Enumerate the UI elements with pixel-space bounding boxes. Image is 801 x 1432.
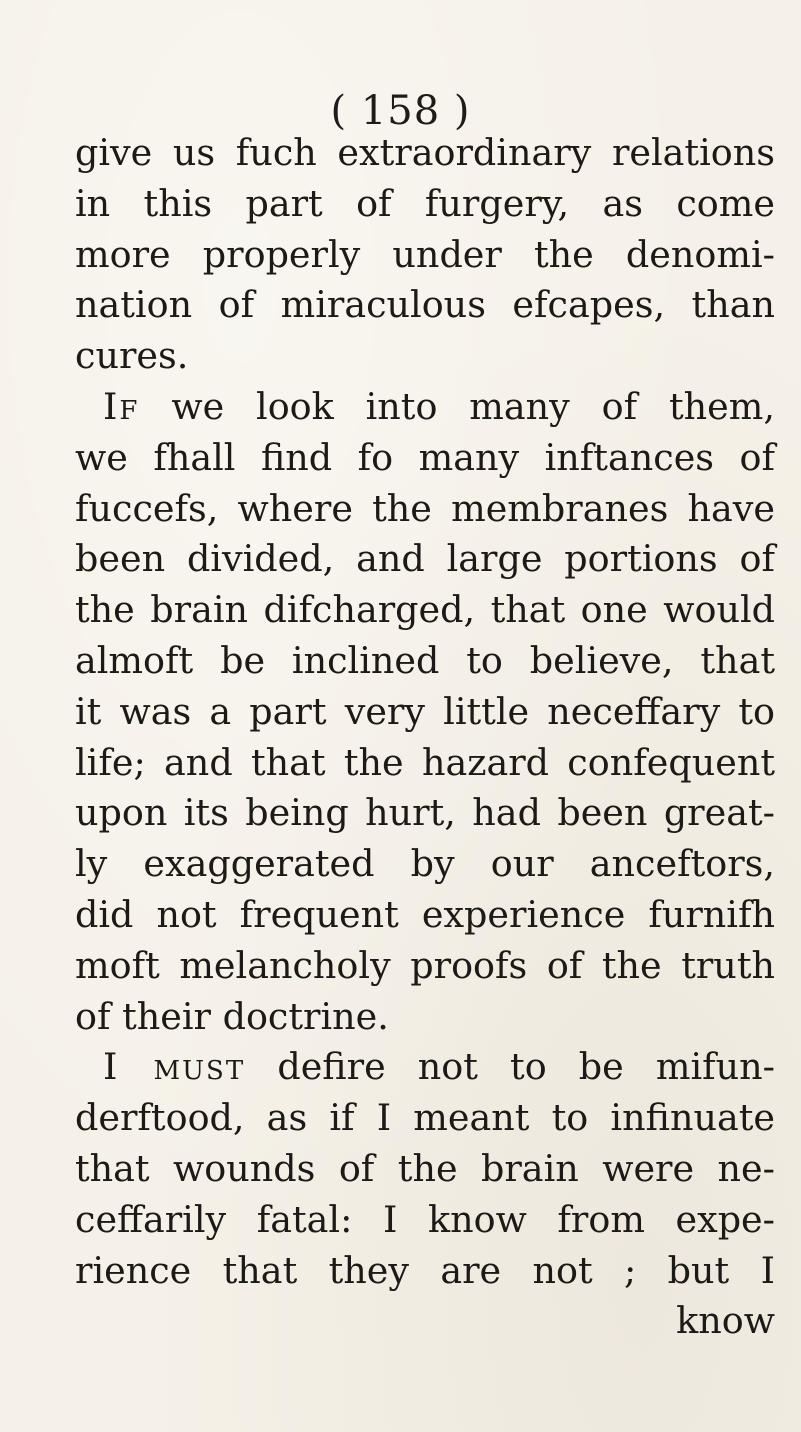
text-line: ceffarily fatal: I know from expe- [75, 1197, 775, 1241]
text-line: almoft be inclined to believe, that [75, 638, 775, 682]
lead-word: If [103, 384, 140, 428]
text-line: upon its being hurt, had been great- [75, 791, 775, 835]
text-line-paragraph-start [75, 1042, 775, 1093]
text-line-rest: we look into many of them, [171, 384, 775, 428]
text-line: in this part of furgery, as come [75, 181, 775, 225]
text-line: of their doctrine. [75, 994, 389, 1038]
text-line: moft melancholy proofs of the truth [75, 943, 775, 987]
text-line: did not frequent experience furnifh [75, 892, 775, 936]
text-line: the brain difcharged, that one would [75, 588, 775, 632]
text-line: we fhall find fo many inftances of [75, 435, 775, 479]
text-line: give us fuch extraordinary relations [75, 131, 775, 174]
text-line: derftood, as if I meant to infinuate [75, 1096, 775, 1140]
text-line-rest: defire not to be mifun- [277, 1045, 775, 1089]
text-line: nation of miraculous efcapes, than [75, 283, 775, 327]
text-line: life; and that the hazard confequent [75, 740, 775, 784]
text-line-paragraph-start [75, 382, 775, 433]
text-line: ly exaggerated by our anceftors, [75, 842, 775, 886]
page-number-header: ( 158 ) [330, 88, 471, 134]
text-line: more properly under the denomi- [75, 232, 775, 276]
text-line: fuccefs, where the membranes have [75, 486, 775, 530]
body-text [75, 128, 775, 1347]
lead-word: I must [103, 1045, 246, 1089]
text-line: rience that they are not ; but I [75, 1248, 775, 1292]
text-line: that wounds of the brain were ne- [75, 1146, 775, 1190]
catchword: know [676, 1299, 775, 1343]
text-line: been divided, and large portions of [75, 537, 775, 581]
text-line: it was a part very little neceffary to [75, 689, 775, 733]
text-line: cures. [75, 334, 189, 378]
